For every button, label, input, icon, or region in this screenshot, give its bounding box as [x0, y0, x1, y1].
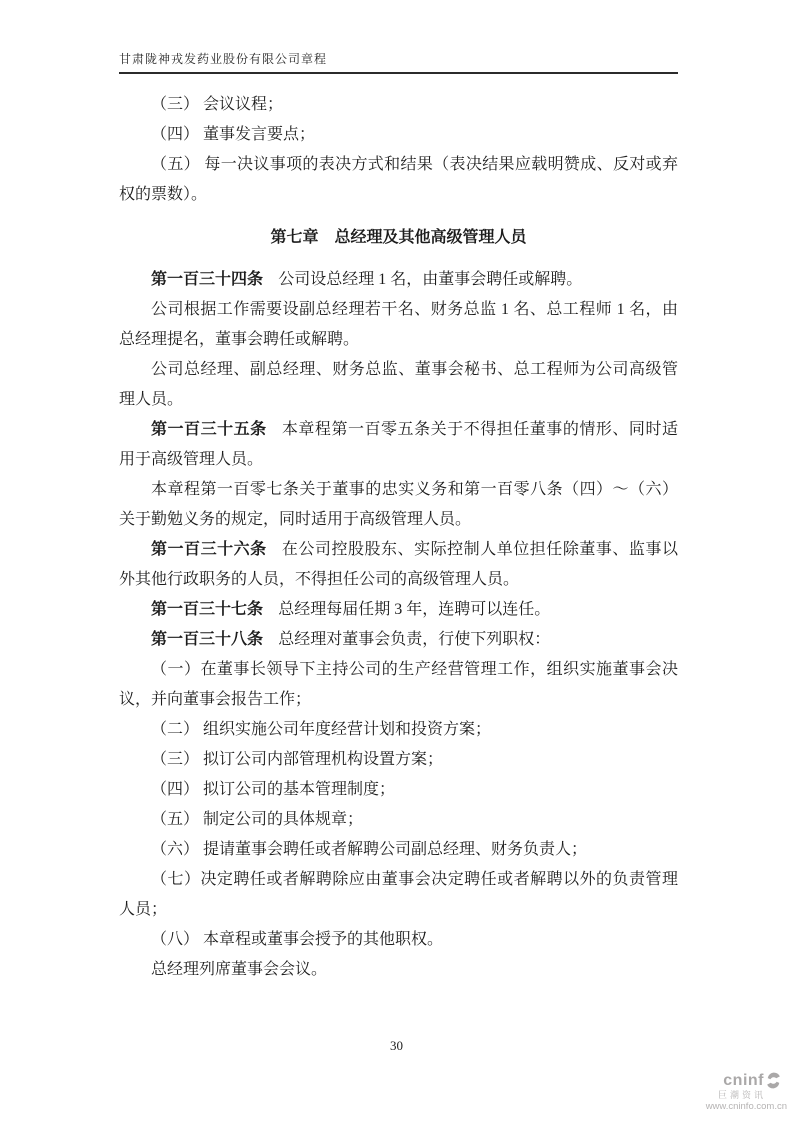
- paragraph: 公司总经理、副总经理、财务总监、董事会秘书、总工程师为公司高级管理人员。: [119, 361, 678, 408]
- chapter-heading: 第七章 总经理及其他高级管理人员: [270, 229, 527, 246]
- article-number: 第一百三十六条: [151, 541, 267, 558]
- cninfo-brand-cn: 巨潮资讯: [717, 1089, 766, 1100]
- cninfo-swirl-icon: [765, 1072, 782, 1089]
- article-paragraph: [119, 595, 678, 625]
- paragraph: 总经理列席董事会会议。: [151, 961, 328, 978]
- list-item: （五） 制定公司的具体规章；: [151, 811, 364, 828]
- article-paragraph: [119, 265, 678, 295]
- list-item: （七）决定聘任或者解聘除应由董事会决定聘任或者解聘以外的负责管理人员；: [119, 871, 678, 918]
- list-item: （四） 拟订公司的基本管理制度；: [151, 781, 396, 798]
- article-text: 总经理每届任期 3 年，连聘可以连任。: [278, 601, 551, 618]
- list-item: （六） 提请董事会聘任或者解聘公司副总经理、财务负责人；: [151, 841, 588, 858]
- paragraph: 公司根据工作需要设副总经理若干名、财务总监 1 名、总工程师 1 名，由总经理提名，董事会聘任或解聘。: [119, 301, 678, 348]
- article-paragraph: [119, 415, 678, 475]
- page-header: [119, 50, 678, 74]
- list-item: （一）在董事长领导下主持公司的生产经营管理工作，组织实施董事会决议，并向董事会报告工作；: [119, 661, 678, 708]
- list-item: （四） 董事发言要点；: [151, 126, 316, 143]
- paragraph: 本章程第一百零七条关于董事的忠实义务和第一百零八条（四）～（六）关于勤勉义务的规定，同时适用于高级管理人员。: [119, 481, 678, 528]
- document-body: [119, 90, 678, 985]
- cninfo-logo: [678, 1072, 788, 1112]
- article-paragraph: [119, 625, 678, 655]
- article-text: 在公司控股股东、实际控制人单位担任除董事、监事以外其他行政职务的人员，不得担任公司的高级管理人员。: [119, 541, 678, 588]
- article-number: 第一百三十八条: [151, 631, 264, 648]
- cninfo-brand-text: cninf: [723, 1072, 764, 1090]
- header-title: 甘肃陇神戎发药业股份有限公司章程: [119, 52, 328, 66]
- list-item: （八） 本章程或董事会授予的其他职权。: [151, 931, 444, 948]
- article-number: 第一百三十七条: [151, 601, 264, 618]
- list-item: （三） 会议议程；: [151, 96, 284, 113]
- list-item: （二） 组织实施公司年度经营计划和投资方案；: [151, 721, 492, 738]
- cninfo-brand-row: [678, 1072, 788, 1090]
- article-number: 第一百三十四条: [151, 271, 264, 288]
- article-text: 总经理对董事会负责，行使下列职权：: [278, 631, 551, 648]
- article-number: 第一百三十五条: [151, 421, 267, 438]
- page-number: 30: [390, 1038, 403, 1053]
- article-text: 公司设总经理 1 名，由董事会聘任或解聘。: [278, 271, 583, 288]
- article-text: 本章程第一百零五条关于不得担任董事的情形、同时适用于高级管理人员。: [119, 421, 678, 468]
- list-item: （五） 每一决议事项的表决方式和结果（表决结果应载明赞成、反对或弃权的票数）。: [119, 156, 678, 203]
- article-paragraph: [119, 535, 678, 595]
- cninfo-url: www.cninfo.com.cn: [705, 1100, 787, 1112]
- list-item: （三） 拟订公司内部管理机构设置方案；: [151, 751, 444, 768]
